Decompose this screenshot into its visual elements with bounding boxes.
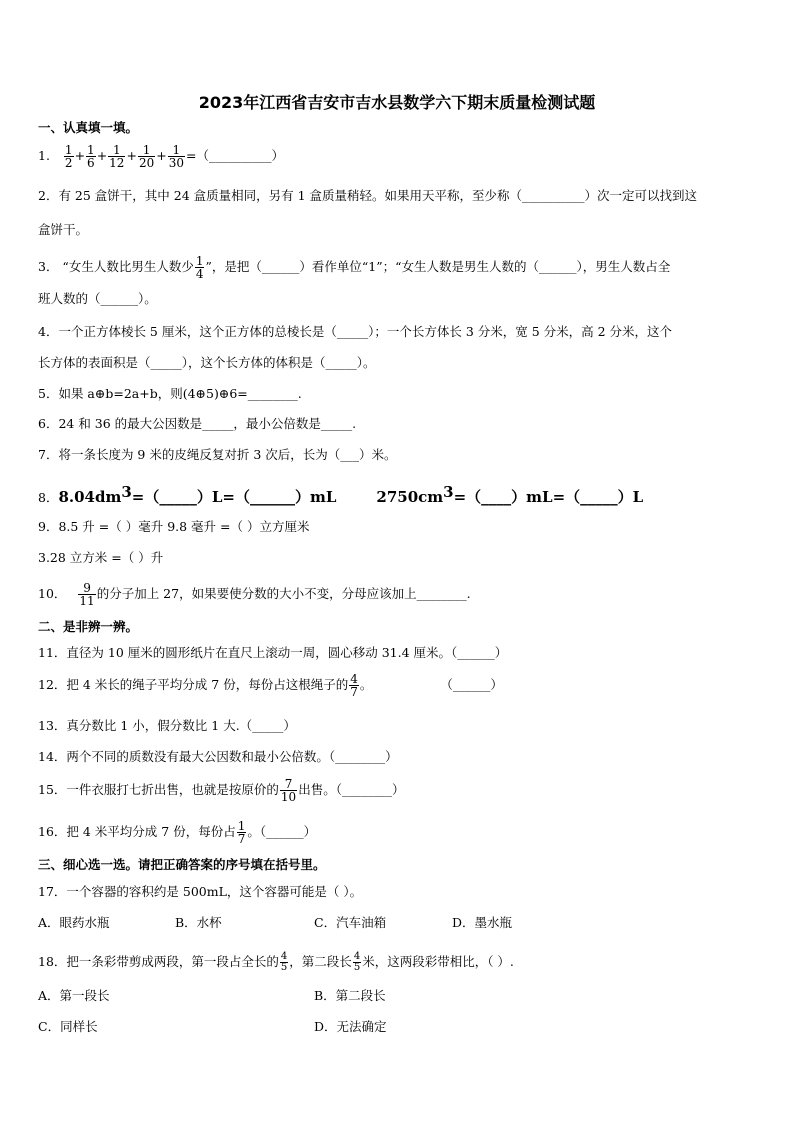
question-10: 10． $\frac{9}{11}$ 的分子加上 27，如果要使分数的大小不变，分母应该加上________. xyxy=(38,581,471,608)
question-15: 15．一件衣服打七折出售，也就是按原价的 $\frac{7}{10}$ 出售。（________） xyxy=(38,777,405,804)
section-heading-1: 一、认真填一填。 xyxy=(38,120,139,135)
option-b[interactable]: B．水杯 xyxy=(175,915,222,930)
question-9-line-1: 9．8.5 升 =（ ）毫升 9.8 毫升 =（ ）立方厘米 xyxy=(38,519,310,534)
question-2-line-2: 盒饼干。 xyxy=(38,222,89,237)
question-5: 5．如果 a⊕b=2a+b，则(4⊕5)⊕6=________. xyxy=(38,386,302,401)
fraction: $\frac{1}{2}$ xyxy=(64,143,73,170)
question-12: 12．把 4 米长的绳子平均分成 7 份，每份占这根绳子的 $\frac{4}{7}$ 。 （______） xyxy=(38,672,503,699)
fraction: $\frac{1}{4}$ xyxy=(195,254,204,281)
section-heading-2: 二、是非辨一辨。 xyxy=(38,619,139,634)
option-c[interactable]: C．同样长 xyxy=(38,1019,98,1034)
section-heading-3: 三、细心选一选。请把正确答案的序号填在括号里。 xyxy=(38,857,326,872)
question-1: 1. $\frac{1}{2}$ + $\frac{1}{6}$ + $\frac{1}{12}$ + $\frac{1}{20}$ + $\frac{1}{30}$ =（__________） xyxy=(38,143,284,170)
question-18: 18．把一条彩带剪成两段，第一段占全长的 $\frac{4}{5}$ ，第二段长 $\frac{4}{5}$ 米，这两段彩带相比，（ ）. xyxy=(38,951,514,973)
fraction: $\frac{4}{7}$ xyxy=(350,672,358,699)
option-b[interactable]: B．第二段长 xyxy=(314,988,386,1003)
option-a[interactable]: A．眼药水瓶 xyxy=(38,915,110,930)
fraction: $\frac{7}{10}$ xyxy=(280,777,297,804)
fraction: $\frac{9}{11}$ xyxy=(79,581,95,608)
fraction: $\frac{1}{7}$ xyxy=(237,819,246,846)
fraction: $\frac{4}{5}$ xyxy=(280,951,288,973)
question-4-line-2: 长方体的表面积是（_____），这个长方体的体积是（_____）。 xyxy=(38,355,376,370)
fraction: $\frac{1}{30}$ xyxy=(168,143,184,170)
answer-blank[interactable]: （______） xyxy=(440,677,503,692)
option-c[interactable]: C．汽车油箱 xyxy=(314,915,387,930)
fraction: $\frac{1}{12}$ xyxy=(109,143,125,170)
option-a[interactable]: A．第一段长 xyxy=(38,988,110,1003)
question-13: 13．真分数比 1 小，假分数比 1 大.（_____） xyxy=(38,718,296,733)
fraction: $\frac{4}{5}$ xyxy=(353,951,361,973)
question-14: 14．两个不同的质数没有最大公因数和最小公倍数。（________） xyxy=(38,749,398,764)
question-6: 6．24 和 36 的最大公因数是_____，最小公倍数是_____. xyxy=(38,416,357,431)
option-d[interactable]: D．墨水瓶 xyxy=(452,915,513,930)
fraction: $\frac{1}{6}$ xyxy=(87,143,95,170)
question-3-line-2: 班人数的（______）。 xyxy=(38,291,157,306)
question-11: 11．直径为 10 厘米的圆形纸片在直尺上滚动一周，圆心移动 31.4 厘米。（______） xyxy=(38,645,508,660)
question-16: 16．把 4 米平均分成 7 份，每份占 $\frac{1}{7}$ 。（______） xyxy=(38,819,317,846)
page-title: 2023年江西省吉安市吉水县数学六下期末质量检测试题 xyxy=(198,93,596,112)
option-d[interactable]: D．无法确定 xyxy=(314,1019,387,1034)
question-4-line-1: 4．一个正方体棱长 5 厘米，这个正方体的总棱长是（_____）；一个长方体长 3 分米，宽 5 分米，高 2 分米，这个 xyxy=(38,324,673,339)
question-2-line-1: 2．有 25 盒饼干，其中 24 盒质量相同，另有 1 盒质量稍轻。如果用天平称，至少称（__________）次一定可以找到这 xyxy=(38,188,698,203)
question-7: 7．将一条长度为 9 米的皮绳反复对折 3 次后，长为（___）米。 xyxy=(38,447,397,462)
answer-blank[interactable]: =（__________） xyxy=(185,148,284,163)
question-8: 8．$8.04dm^3=(\_\_\_\_\_)L=(\_\_\_\_\_\_)mL$ $2750cm^3=(\_\_\_\_)mL=(\_\_\_\_\_)L$ xyxy=(38,483,644,507)
question-17: 17．一个容器的容积约是 500mL，这个容器可能是（ ）。 xyxy=(38,884,363,899)
question-3: 3． “女生人数比男生人数少 $\frac{1}{4}$ ”，是把（______）看作单位“1”；“女生人数是男生人数的（______），男生人数占全 xyxy=(38,254,671,281)
question-9-line-2: 3.28 立方米 =（ ）升 xyxy=(38,550,164,565)
question-number: 1. xyxy=(38,148,50,163)
fraction: $\frac{1}{20}$ xyxy=(138,143,155,170)
